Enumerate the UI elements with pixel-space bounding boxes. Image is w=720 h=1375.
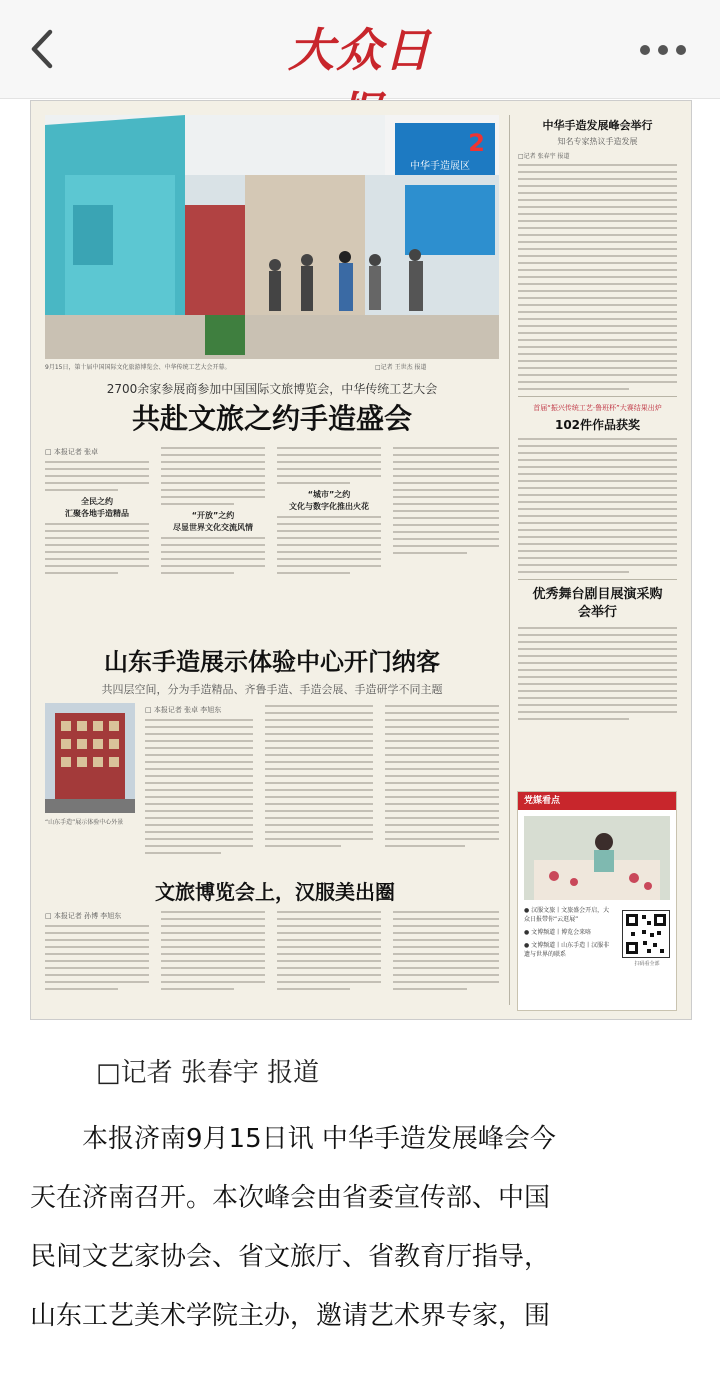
subhead-c: “城市”之约 (307, 490, 351, 499)
expo-photo (45, 115, 499, 359)
more-button[interactable] (640, 38, 696, 62)
right-article-1-body (518, 164, 677, 390)
right-headline-3: 优秀舞台剧目展演采购会举行 (532, 587, 663, 620)
panel-link-2[interactable]: ● 文博频道丨博览会来咯 (524, 929, 592, 936)
right-headline-2: 102件作品获奖 (554, 418, 641, 432)
more-dot (640, 45, 650, 55)
article-line-2: 天在济南召开。本次峰会由省委宣传部、中国 (30, 1183, 551, 1213)
article-line-3: 民间文艺家协会、省文旅厅、省教育厅指导， (30, 1242, 551, 1272)
subhead-a: 全民之约 (81, 497, 113, 506)
expo-photo-scene (45, 115, 499, 359)
byline-3: □ 本报记者 孙博 李旭东 (45, 912, 122, 920)
headline-2: 山东手造展示体验中心开门纳客 (104, 647, 440, 676)
article-line-4: 山东工艺美术学院主办，邀请艺术界专家，围 (30, 1301, 551, 1331)
subhead-a2: 汇聚各地手造精品 (65, 509, 129, 518)
experience-center-building (45, 703, 135, 813)
party-media-panel (517, 791, 677, 1011)
app-logo: 大众日 (288, 23, 432, 77)
paper-left-column (45, 115, 499, 1005)
article-3-body (45, 911, 499, 1005)
qr-code-icon (622, 910, 670, 958)
qr-caption: 扫码看全部 (634, 961, 660, 967)
experience-center-caption: “山东手造”展示体验中心外景 (45, 819, 124, 826)
headline-3: 文旅博览会上，汉服美出圈 (155, 880, 395, 904)
chevron-left-icon (24, 26, 64, 72)
subhead-c2: 文化与数字化推出火花 (289, 502, 369, 511)
subtitle-2: 共四层空间，分为手造精品、齐鲁手造、手造会展、手造研学不同主题 (101, 683, 443, 696)
right-separator (518, 396, 677, 397)
top-bar (0, 0, 720, 99)
qr-code-graphic (623, 911, 669, 957)
back-button[interactable] (24, 26, 64, 72)
subhead-b: “开放”之约 (191, 511, 235, 520)
kicker-1: 2700余家参展商参加中国国际文旅博览会，中华传统工艺大会 (106, 382, 438, 396)
article-byline: □记者 张春宇 报道 (96, 1058, 320, 1088)
subhead-b2: 尽显世界文化交流风情 (173, 523, 253, 532)
experience-center-photo (45, 703, 135, 813)
right-article-2-body (518, 438, 677, 573)
article-line-1: 本报济南9月15日讯 中华手造发展峰会今 (82, 1124, 556, 1154)
right-article-3-body (518, 627, 677, 720)
right-subtitle-1: 知名专家热议手造发展 (557, 137, 638, 146)
byline-2: □ 本报记者 张卓 李旭东 (145, 706, 222, 714)
more-dot (676, 45, 686, 55)
panel-link-1[interactable]: ● 汉服文旅丨文旅盛会开启，大众日报带你“云逛展” (524, 907, 610, 923)
panel-title: 党媒看点 (518, 792, 676, 810)
banner-number: 2 (468, 129, 485, 157)
expo-photo-caption: 9月15日，第十届中国国际文化旅游博览会、中华传统工艺大会开幕。 (45, 364, 231, 371)
panel-photo (524, 816, 670, 900)
byline-1: □ 本报记者 张卓 (45, 448, 99, 456)
panel-photo-scene (524, 816, 670, 900)
article-1-body (45, 447, 499, 637)
newspaper-page-image[interactable] (30, 100, 692, 1020)
headline-1: 共赴文旅之约手造盛会 (131, 402, 412, 435)
right-tag-2: 首届“振兴传统工艺·鲁班杯”大赛结果出炉 (533, 404, 662, 412)
right-byline-1: □记者 张春宇 报道 (518, 153, 570, 160)
article-2-body (145, 705, 499, 873)
more-dot (658, 45, 668, 55)
expo-photo-credit: □记者 王世杰 报道 (375, 364, 427, 371)
right-headline-1: 中华手造发展峰会举行 (542, 119, 653, 132)
panel-link-3[interactable]: ● 文博频道丨山东手造丨汉服非遗与世界的联系 (524, 942, 610, 958)
right-separator (518, 579, 677, 580)
article-body (30, 1110, 690, 1346)
banner-text: 中华手造展区 (410, 161, 470, 172)
